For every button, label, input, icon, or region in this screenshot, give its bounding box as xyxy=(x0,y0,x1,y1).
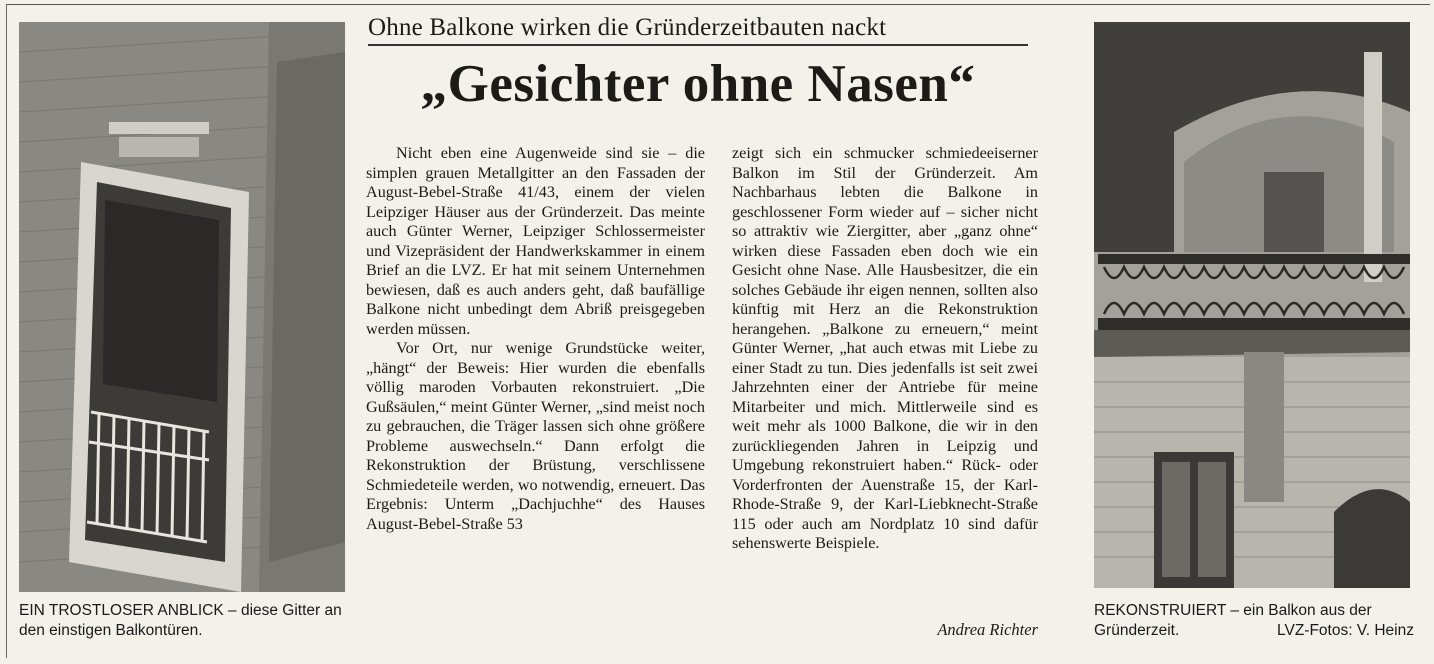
caption-right-text: Gründerzeit. xyxy=(1094,622,1180,639)
photo-credit: LVZ-Fotos: V. Heinz xyxy=(1277,622,1414,639)
caption-right-line2 xyxy=(1094,621,1414,641)
column2-paragraph-1: zeigt sich ein schmucker schmiedeeiserner Balkon im Stil der Gründerzeit. Am Nachbarhaus lebten die Balkone in geschlossener Form wieder auf – sicher nicht so attraktiv wie Ziergitter, aber „ganz ohne“ wirken diese Fassaden eben doch wie ein Gesicht ohne Nase. Alle Hausbesitzer, die ein solches Gebäude ihr eigen nennen, sollten also künftig mit Herz an die Rekonstruktion herangehen. „Balkone zu erneuern,“ meint Günter Werner, „hat auch etwas mit Liebe zu einer Stadt zu tun. Dies jedenfalls ist seit zwei Jahrzehnten einer der Antriebe für meine Mitarbeiter und mich. Mittlerweile sind es weit mehr als 1000 Balkone, die wir in den zurückliegenden Jahren in Leipzig und Umgebung rekonstruiert haben.“ Rück- oder Vorderfronten der Auenstraße 15, der Karl-Rhode-Straße 9, der Karl-Liebknecht-Straße 115 oder auch am Nordplatz 10 sind dafür sehenswerte Beispiele. xyxy=(732,144,1038,552)
photo-restored-balcony xyxy=(1094,22,1410,588)
article-column-2 xyxy=(732,144,1038,554)
caption-right xyxy=(1094,601,1414,641)
photo-plain-balcony-grille xyxy=(19,22,345,592)
article-headline: „Gesichter ohne Nasen“ xyxy=(420,55,976,113)
article-author: Andrea Richter xyxy=(937,620,1038,639)
caption-left: EIN TROSTLOSER ANBLICK – diese Gitter an den einstigen Balkontüren. xyxy=(19,602,342,639)
frame-top-line xyxy=(6,4,1430,5)
article-kicker: Ohne Balkone wirken die Gründerzeitbauten nackt xyxy=(368,14,1028,46)
frame-left-line xyxy=(6,4,7,658)
caption-right-line1: REKONSTRUIERT – ein Balkon aus der xyxy=(1094,602,1372,619)
article-column-1 xyxy=(366,144,705,534)
column1-paragraph-1: Nicht eben eine Augenweide sind sie – die simplen grauen Metallgitter an den Fassaden der August-Bebel-Straße 41/43, einem der vielen Leipziger Häuser aus der Gründerzeit. Das meinte auch Günter Werner, Leipziger Schlossermeister und Vizepräsident der Handwerkskammer in einem Brief an die LVZ. Er hat mit seinem Unternehmen bewiesen, daß es auch anders geht, daß baufällige Balkone nicht unbedingt dem Abriß preisgegeben werden müssen. xyxy=(366,144,705,338)
column1-paragraph-2: Vor Ort, nur wenige Grundstücke weiter, „hängt“ der Beweis: Hier wurden die ebenfalls völlig maroden Vorbauten rekonstruiert. „Die Gußsäulen,“ meint Günter Werner, „sind meist noch zu gebrauchen, die Träger lassen sich ohne größere Probleme auswechseln.“ Dann erfolgt die Rekonstruktion der Brüstung, verschlissene Schmiedeteile werden, wo notwendig, erneuert. Das Ergebnis: Unterm „Dachjuchhe“ des Hauses August-Bebel-Straße 53 xyxy=(366,339,705,533)
